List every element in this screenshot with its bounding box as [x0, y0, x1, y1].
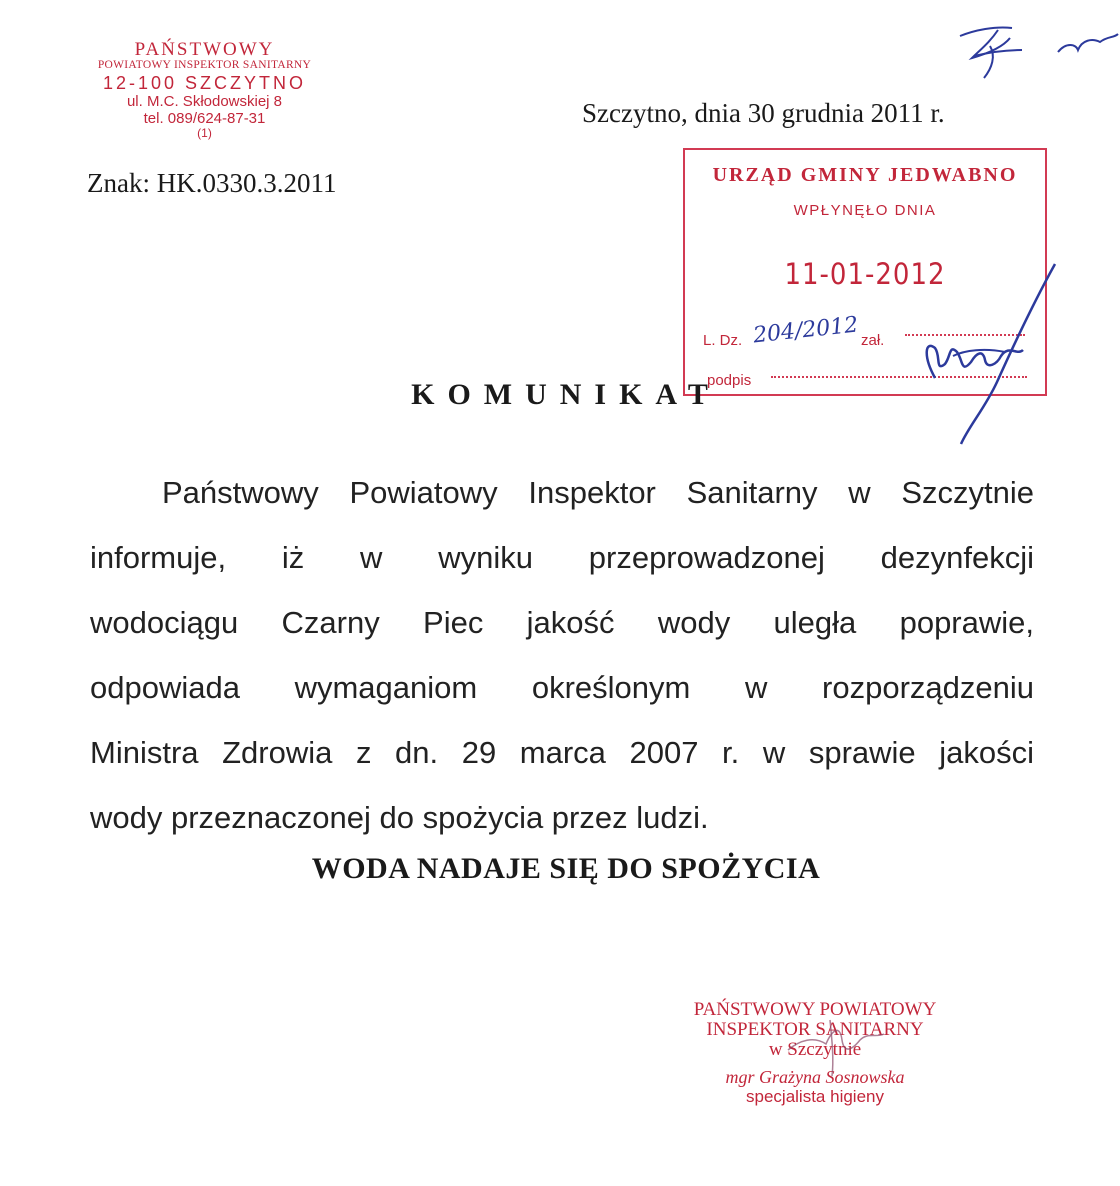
signatory-stamp-line2: INSPEKTOR SANITARNY	[706, 1018, 924, 1040]
document-title: KOMUNIKAT	[411, 378, 721, 411]
attachments-label: zał.	[861, 332, 885, 349]
ld-number-handwritten: 204/2012	[751, 312, 860, 349]
body-line: informuje, iż w wyniku przeprowadzonej dezynfekcji	[90, 540, 1034, 575]
announcement-body	[90, 460, 1034, 850]
handwritten-signature-signatory	[780, 1010, 890, 1080]
signatory-position: specjalista higieny	[746, 1086, 884, 1106]
sender-stamp-line1: PAŃSTWOWY	[134, 39, 275, 60]
received-stamp-label: WPŁYNĘŁO DNIA	[793, 202, 937, 219]
signatory-name: mgr Grażyna Sosnowska	[725, 1066, 905, 1087]
sender-stamp-line3: 12-100 SZCZYTNO	[102, 72, 307, 93]
received-stamp-date: 11-01-2012	[784, 258, 946, 292]
body-line: wodociągu Czarny Piec jakość wody uległa poprawie,	[90, 605, 1034, 640]
place-date: Szczytno, dnia 30 grudnia 2011 r.	[582, 98, 945, 128]
sender-stamp	[62, 40, 347, 139]
body-line: wody przeznaczonej do spożycia przez ludzi.	[90, 800, 709, 835]
reference-number: Znak: HK.0330.3.2011	[87, 168, 337, 198]
ld-label: L. Dz.	[703, 332, 743, 349]
sender-stamp-line6: (1)	[197, 125, 212, 140]
conclusion-heading: WODA NADAJE SIĘ DO SPOŻYCIA	[311, 852, 821, 885]
sender-stamp-line5: tel. 089/624-87-31	[143, 109, 266, 127]
body-line: Ministra Zdrowia z dn. 29 marca 2007 r. w sprawie jakości	[90, 735, 1034, 770]
body-line: Państwowy Powiatowy Inspektor Sanitarny w Szczytnie	[162, 475, 1034, 510]
signature-label: podpis	[707, 372, 752, 389]
sender-stamp-line4: ul. M.C. Skłodowskiej 8	[126, 92, 283, 110]
signatory-stamp-line3: w Szczytnie	[768, 1038, 862, 1060]
body-line: odpowiada wymaganiom określonym w rozporządzeniu	[90, 670, 1034, 705]
signatory-stamp-line1: PAŃSTWOWY POWIATOWY	[693, 999, 937, 1020]
received-stamp-office: URZĄD GMINY JEDWABNO	[712, 164, 1018, 186]
handwritten-initials	[950, 8, 1120, 88]
handwritten-signature-received	[905, 260, 1065, 450]
sender-stamp-line2: POWIATOWY INSPEKTOR SANITARNY	[97, 59, 312, 71]
